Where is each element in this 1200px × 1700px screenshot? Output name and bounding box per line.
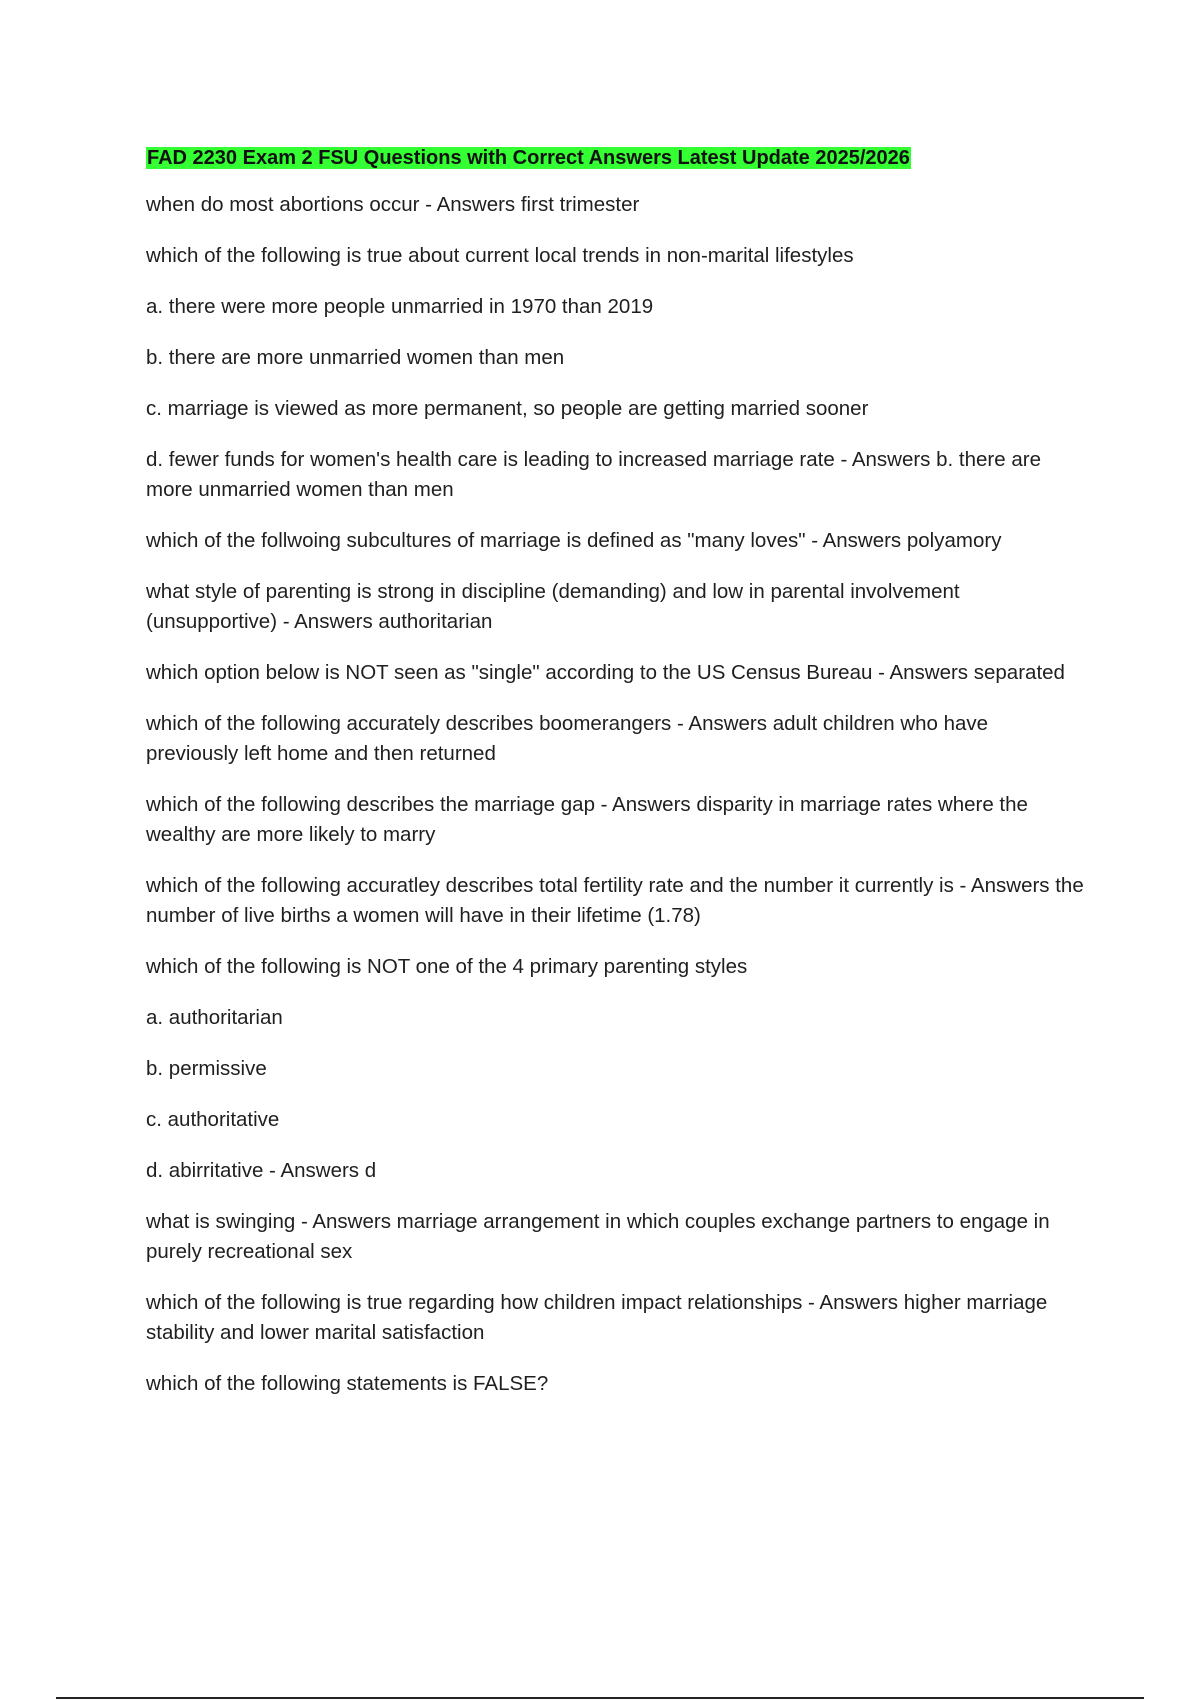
- paragraph: which of the following is true regarding how children impact relationships - Answers higher marriage stability and lower marital satisfaction: [146, 1291, 1048, 1344]
- paragraph: which of the following is NOT one of the 4 primary parenting styles: [146, 955, 748, 978]
- paragraph: a. there were more people unmarried in 1970 than 2019: [146, 295, 654, 318]
- document-title: FAD 2230 Exam 2 FSU Questions with Correct Answers Latest Update 2025/2026: [147, 147, 910, 169]
- paragraph: when do most abortions occur - Answers first trimester: [146, 193, 640, 216]
- document-body: [146, 144, 1086, 1420]
- paragraph: d. fewer funds for women's health care is leading to increased marriage rate - Answers b. there are more unmarried women than men: [146, 448, 1041, 501]
- footer-divider: [56, 1697, 1144, 1699]
- title-line: [146, 144, 1086, 174]
- paragraph: b. permissive: [146, 1057, 267, 1080]
- paragraph: which of the following accurately describes boomerangers - Answers adult children who have previously left home and then returned: [146, 712, 989, 765]
- paragraph: which of the following accuratley describes total fertility rate and the number it currently is - Answers the number of live births a women will have in their lifetime (1.78): [146, 874, 1084, 927]
- paragraph: d. abirritative - Answers d: [146, 1159, 377, 1182]
- paragraph: a. authoritarian: [146, 1006, 283, 1029]
- paragraph: what style of parenting is strong in discipline (demanding) and low in parental involvement (unsupportive) - Answers authoritarian: [146, 580, 960, 633]
- paragraph: which of the follwoing subcultures of marriage is defined as "many loves" - Answers polyamory: [146, 529, 1002, 552]
- paragraph: c. authoritative: [146, 1108, 280, 1131]
- paragraph: c. marriage is viewed as more permanent, so people are getting married sooner: [146, 397, 869, 420]
- paragraph: which of the following is true about current local trends in non-marital lifestyles: [146, 244, 854, 267]
- paragraph: which of the following describes the marriage gap - Answers disparity in marriage rates where the wealthy are more likely to marry: [146, 793, 1028, 846]
- paragraph: which option below is NOT seen as "single" according to the US Census Bureau - Answers separated: [146, 661, 1065, 684]
- paragraph: b. there are more unmarried women than men: [146, 346, 565, 369]
- paragraph: which of the following statements is FALSE?: [146, 1372, 549, 1395]
- paragraph: what is swinging - Answers marriage arrangement in which couples exchange partners to engage in purely recreational sex: [146, 1210, 1050, 1263]
